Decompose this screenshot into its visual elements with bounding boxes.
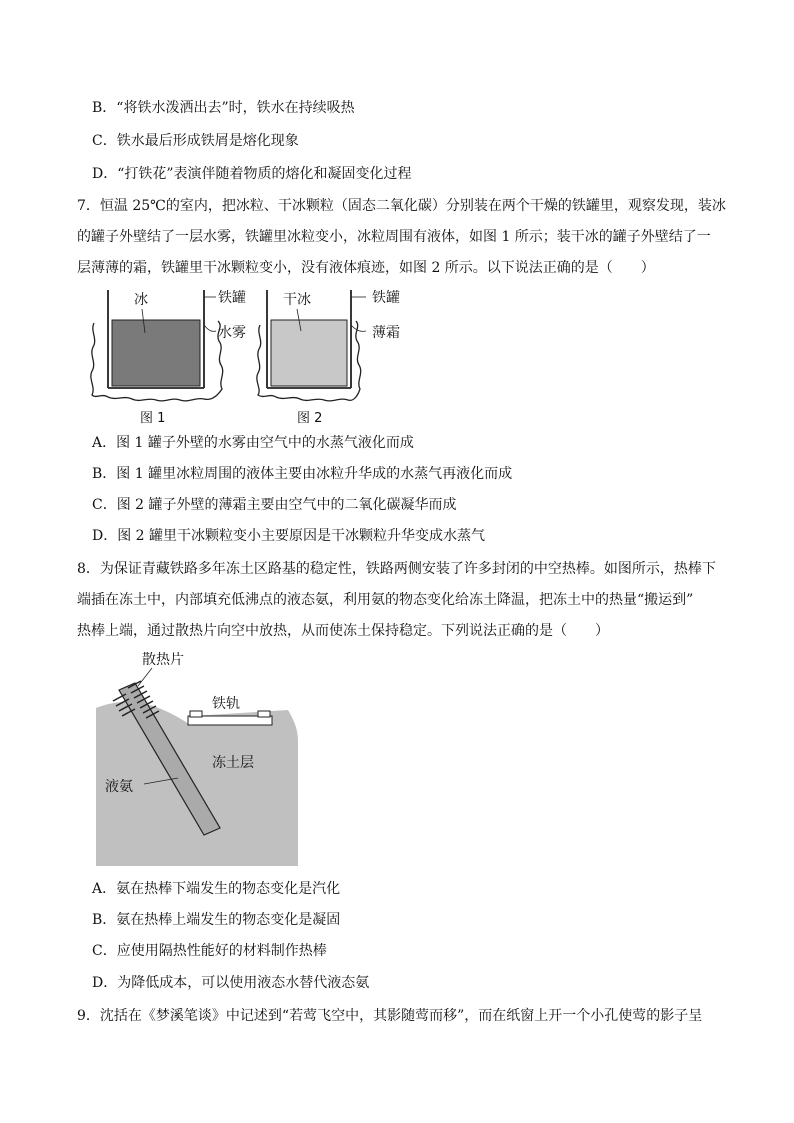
fig1-content-label: 冰 <box>134 292 148 308</box>
rail <box>188 711 272 725</box>
q7-figure <box>88 285 418 435</box>
q8-option-c: C．应使用隔热性能好的材料制作热棒 <box>92 943 327 959</box>
figure-2-can <box>257 290 366 401</box>
q6-option-c: C．铁水最后形成铁屑是熔化现象 <box>92 133 299 149</box>
q8-stem-line-2: 端插在冻土中，内部填充低沸点的液态氨，利用氨的物态变化给冻土降温，把冻土中的热量“搬运到” <box>77 592 694 608</box>
q8-stem-line-3: 热棒上端，通过散热片向空中放热，从而使冻土保持稳定。下列说法正确的是（ ） <box>77 623 609 639</box>
soil-label: 冻土层 <box>212 755 254 771</box>
q7-option-b: B．图 1 罐里冰粒周围的液体主要由冰粒升华成的水蒸气再液化而成 <box>92 466 513 482</box>
fig1-caption: 图 1 <box>140 411 166 426</box>
q8-figure <box>92 650 304 870</box>
fig2-content-label: 干冰 <box>283 292 311 308</box>
rail-label: 铁轨 <box>212 696 240 712</box>
q9-stem-line-1: 9．沈括在《梦溪笔谈》中记述到“若莺飞空中，其影随莺而移”，而在纸窗上开一个小孔使莺的影子呈 <box>77 1008 703 1024</box>
q7-option-c: C．图 2 罐子外壁的薄霜主要由空气中的二氧化碳凝华而成 <box>92 497 457 513</box>
fig2-caption: 图 2 <box>297 411 323 426</box>
fins-label: 散热片 <box>142 652 184 668</box>
q7-stem-line-3: 层薄薄的霜，铁罐里干冰颗粒变小，没有液体痕迹，如图 2 所示。以下说法正确的是（ ） <box>77 260 655 276</box>
q7-option-d: D．图 2 罐里干冰颗粒变小主要原因是干冰颗粒升华变成水蒸气 <box>92 528 486 544</box>
q6-option-d: D．“打铁花”表演伴随着物质的熔化和凝固变化过程 <box>92 166 412 182</box>
fig2-outer-label: 薄霜 <box>372 325 400 341</box>
q8-option-b: B．氨在热棒上端发生的物态变化是凝固 <box>92 912 341 928</box>
fig2-can-label: 铁罐 <box>372 290 400 306</box>
figure-1-can <box>91 290 223 401</box>
q8-stem-line-1: 8．为保证青藏铁路多年冻土区路基的稳定性，铁路两侧安装了许多封闭的中空热棒。如图所示，热棒下 <box>77 561 716 577</box>
q6-option-b: B．“将铁水泼洒出去”时，铁水在持续吸热 <box>92 100 355 116</box>
q7-option-a: A．图 1 罐子外壁的水雾由空气中的水蒸气液化而成 <box>92 435 414 451</box>
fig1-can-label: 铁罐 <box>218 290 246 306</box>
q7-stem-line-1: 7．恒温 25℃的室内，把冰粒、干冰颗粒（固态二氧化碳）分别装在两个干燥的铁罐里，观察发现，装冰 <box>77 198 726 214</box>
fig1-outer-label: 水雾 <box>218 325 246 341</box>
q8-option-a: A．氨在热棒下端发生的物态变化是汽化 <box>92 881 341 897</box>
ammonia-label: 液氨 <box>105 779 133 795</box>
q8-option-d: D．为降低成本，可以使用液态水替代液态氨 <box>92 975 370 991</box>
q7-stem-line-2: 的罐子外壁结了一层水雾，铁罐里冰粒变小，冰粒周围有液体，如图 1 所示；装干冰的罐子外壁结了一 <box>77 229 711 245</box>
